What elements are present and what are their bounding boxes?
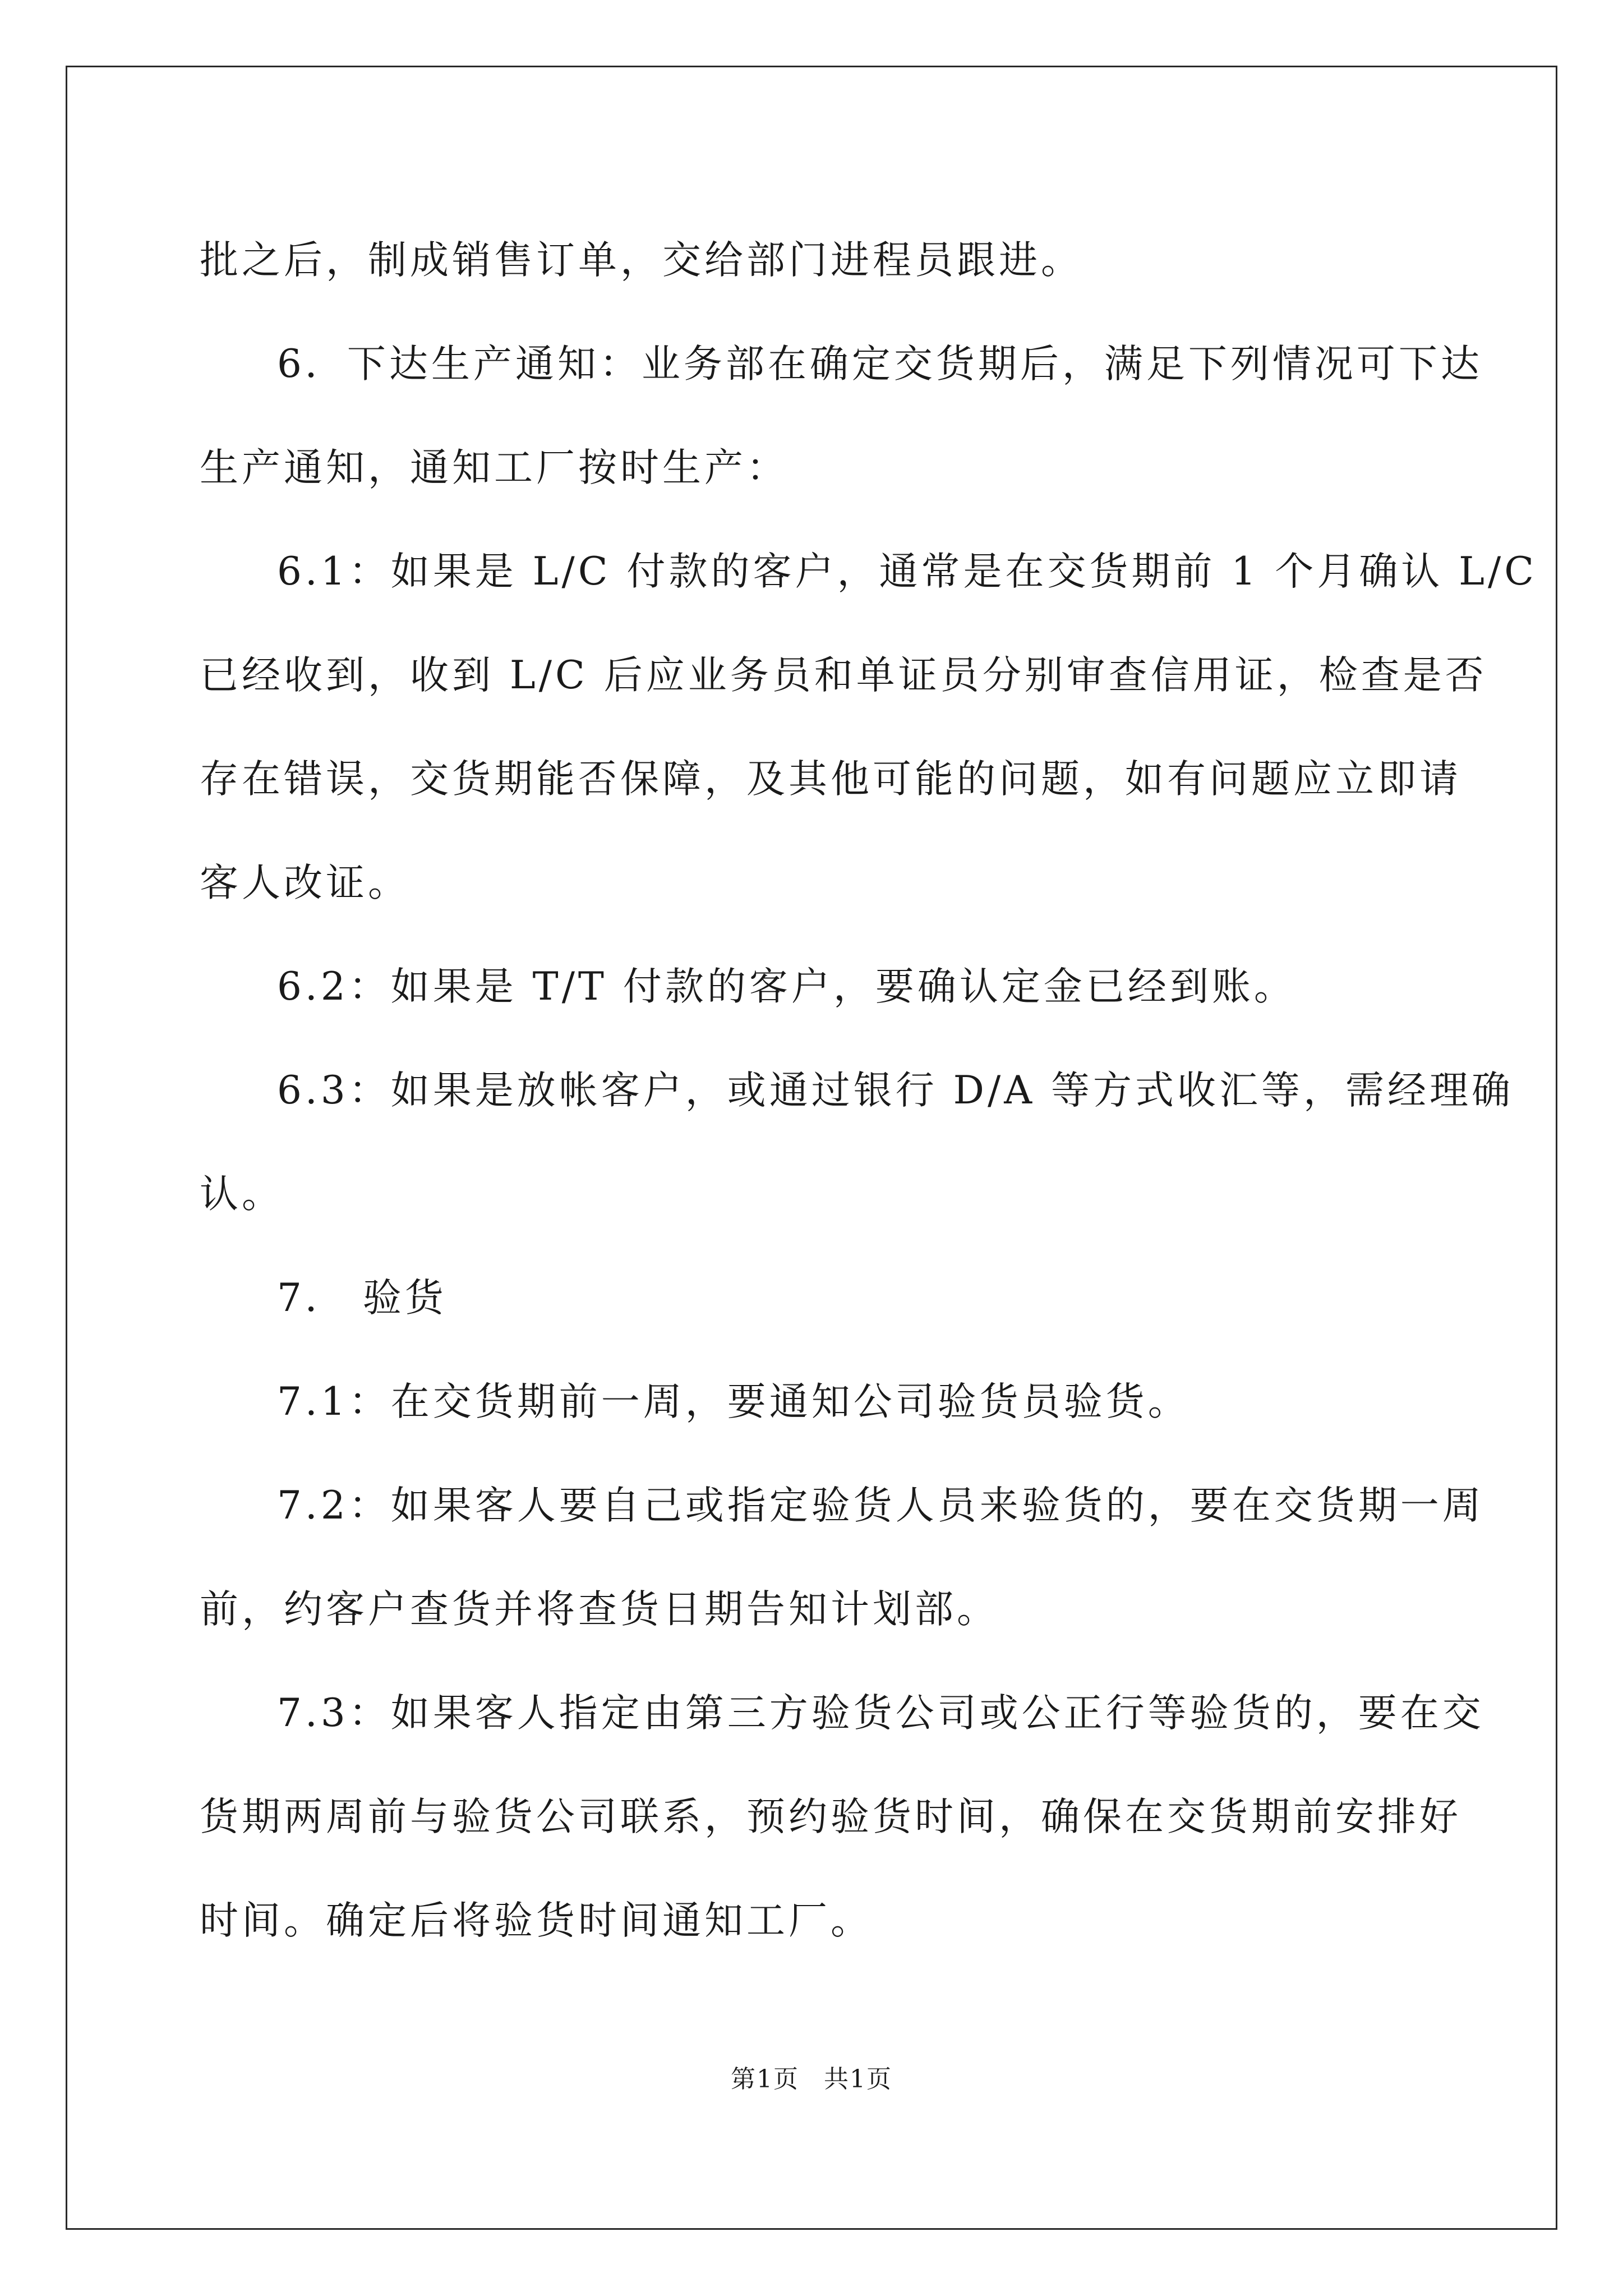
text-line-1: 批之后，制成销售订单，交给部门进程员跟进。 bbox=[200, 238, 1083, 283]
text-line-12: 7.1：在交货期前一周，要通知公司验货员验货。 bbox=[277, 1379, 1190, 1424]
text-line-5: 已经收到，收到 L/C 后应业务员和单证员分别审查信用证，检查是否 bbox=[200, 653, 1487, 698]
text-line-11: 7． 验货 bbox=[277, 1276, 447, 1320]
text-line-17: 时间。确定后将验货时间通知工厂。 bbox=[200, 1898, 873, 1943]
text-line-3: 生产通知，通知工厂按时生产： bbox=[200, 445, 789, 490]
text-line-7: 客人改证。 bbox=[200, 861, 410, 905]
page-footer bbox=[0, 2059, 1623, 2095]
document-body bbox=[200, 209, 1538, 1973]
text-line-6: 存在错误，交货期能否保障，及其他可能的问题，如有问题应立即请 bbox=[200, 757, 1461, 802]
page-total: 共1页 bbox=[824, 2065, 892, 2093]
text-line-9: 6.3：如果是放帐客户，或通过银行 D/A 等方式收汇等，需经理确 bbox=[277, 1068, 1514, 1113]
text-line-8: 6.2：如果是 T/T 付款的客户，要确认定金已经到账。 bbox=[277, 964, 1296, 1009]
text-line-10: 认。 bbox=[200, 1172, 284, 1217]
text-line-4: 6.1：如果是 L/C 付款的客户，通常是在交货期前 1 个月确认 L/C bbox=[277, 549, 1538, 594]
page-number: 第1页 bbox=[731, 2065, 799, 2093]
text-line-15: 7.3：如果客人指定由第三方验货公司或公正行等验货的，要在交 bbox=[277, 1691, 1484, 1736]
text-line-14: 前，约客户查货并将查货日期告知计划部。 bbox=[200, 1587, 999, 1632]
text-line-13: 7.2：如果客人要自己或指定验货人员来验货的，要在交货期一周 bbox=[277, 1483, 1484, 1528]
text-line-2: 6．下达生产通知：业务部在确定交货期后，满足下列情况可下达 bbox=[277, 342, 1483, 386]
text-line-16: 货期两周前与验货公司联系，预约验货时间，确保在交货期前安排好 bbox=[200, 1795, 1461, 1839]
